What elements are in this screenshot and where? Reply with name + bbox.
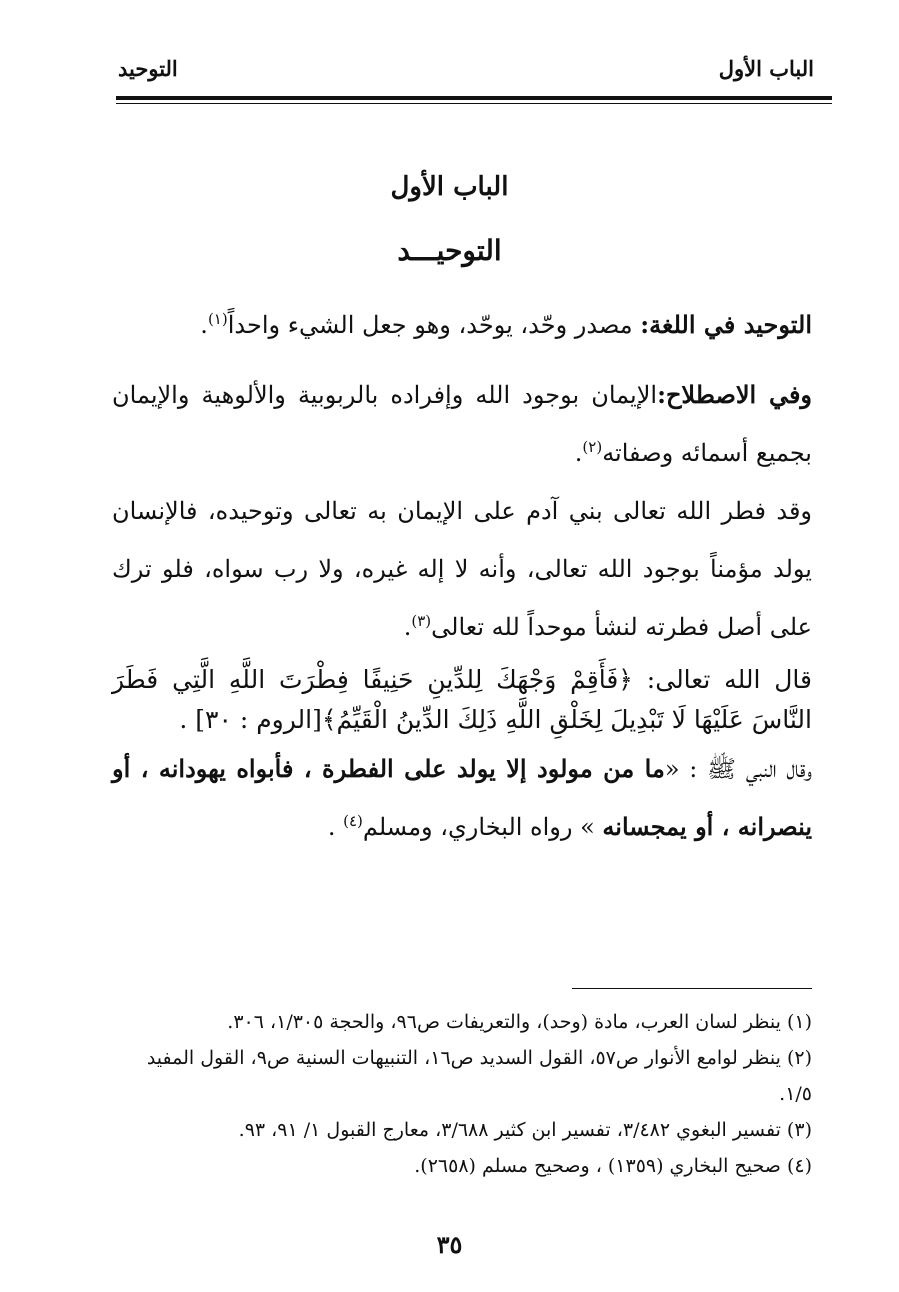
footnote-item: (١) ينظر لسان العرب، مادة (وحد)، والتعريفات ص٩٦، والحجة ١/٣٠٥، ٣٠٦. — [227, 1011, 812, 1033]
punctuation: . — [574, 439, 583, 467]
paragraph-text: الإيمان بوجود الله وإفراده بالربوبية والألوهية والإيمان بجميع أسمائه وصفاته — [112, 381, 812, 467]
hadith-source: » رواه البخاري، ومسلم — [362, 813, 603, 841]
footnote-item: (٣) تفسير البغوي ٣/٤٨٢، تفسير ابن كثير ٣/٦٨٨، معارج القبول ١/ ٩١، ٩٣. — [238, 1119, 812, 1141]
footnote-ref[interactable]: (٢) — [582, 438, 603, 456]
punctuation: . — [200, 311, 208, 339]
paragraph-technical-definition — [112, 366, 812, 482]
paragraph-hadith — [112, 740, 812, 856]
footnote-ref[interactable]: (٣) — [411, 612, 432, 630]
hadith-intro: وقال النبي ﷺ : « — [664, 755, 812, 783]
paragraph-text: وقد فطر الله تعالى بني آدم على الإيمان به تعالى وتوحيده، فالإنسان يولد مؤمناً بوجود الله تعالى، وأنه لا إله غيره، ولا رب سواه، فلو ترك على أصل فطرته لنشأ موحداً لله تعالى — [112, 497, 812, 641]
footnote-item: (٤) صحيح البخاري (١٣٥٩) ، وصحيح مسلم (٢٦٥٨). — [414, 1155, 812, 1177]
footnote-item: (٢) ينظر لوامع الأنوار ص٥٧، القول السديد ص١٦، التنبيهات السنية ص٩، القول المفيد ١/٥. — [146, 1047, 812, 1105]
running-header — [118, 56, 830, 90]
verse-intro: قال الله تعالى: — [632, 665, 813, 694]
punctuation: . — [327, 813, 344, 841]
footnote-ref[interactable]: (١) — [207, 310, 228, 328]
header-rule — [116, 96, 832, 100]
footnotes — [112, 1004, 812, 1184]
running-header-topic: التوحيد — [118, 56, 178, 81]
paragraph-text: مصدر وحّد، يوحّد، وهو جعل الشيء واحداً — [227, 311, 641, 339]
verse-citation: [الروم : ٣٠] . — [179, 705, 322, 734]
section-title: التوحيـــد — [397, 234, 502, 267]
punctuation: . — [403, 613, 412, 641]
chapter-title: الباب الأول — [390, 172, 509, 202]
term-label: التوحيد في اللغة: — [640, 310, 812, 339]
body-text — [112, 296, 812, 856]
paragraph-quran-verse — [112, 660, 812, 740]
running-header-chapter: الباب الأول — [718, 56, 814, 81]
quran-verse: ﴿فَأَقِمْ وَجْهَكَ لِلدِّينِ حَنِيفًا فِطْرَتَ اللَّهِ الَّتِي فَطَرَ النَّاسَ عَلَيْهَا لَا تَبْدِيلَ لِخَلْقِ اللَّهِ ذَلِكَ الدِّينُ الْقَيِّمُ﴾ — [112, 665, 812, 734]
footnote-ref[interactable]: (٤) — [343, 812, 363, 830]
header-rule-thin — [116, 103, 832, 104]
paragraph-linguistic-definition — [112, 296, 812, 354]
footnote-separator — [572, 988, 812, 989]
hadith-text: ما من مولود إلا يولد على الفطرة ، فأبواه يهودانه ، أو ينصرانه ، أو يمجسانه — [112, 754, 812, 841]
term-label: وفي الاصطلاح: — [657, 380, 813, 409]
page-number: ٣٥ — [436, 1230, 463, 1259]
paragraph-fitrah — [112, 482, 812, 656]
